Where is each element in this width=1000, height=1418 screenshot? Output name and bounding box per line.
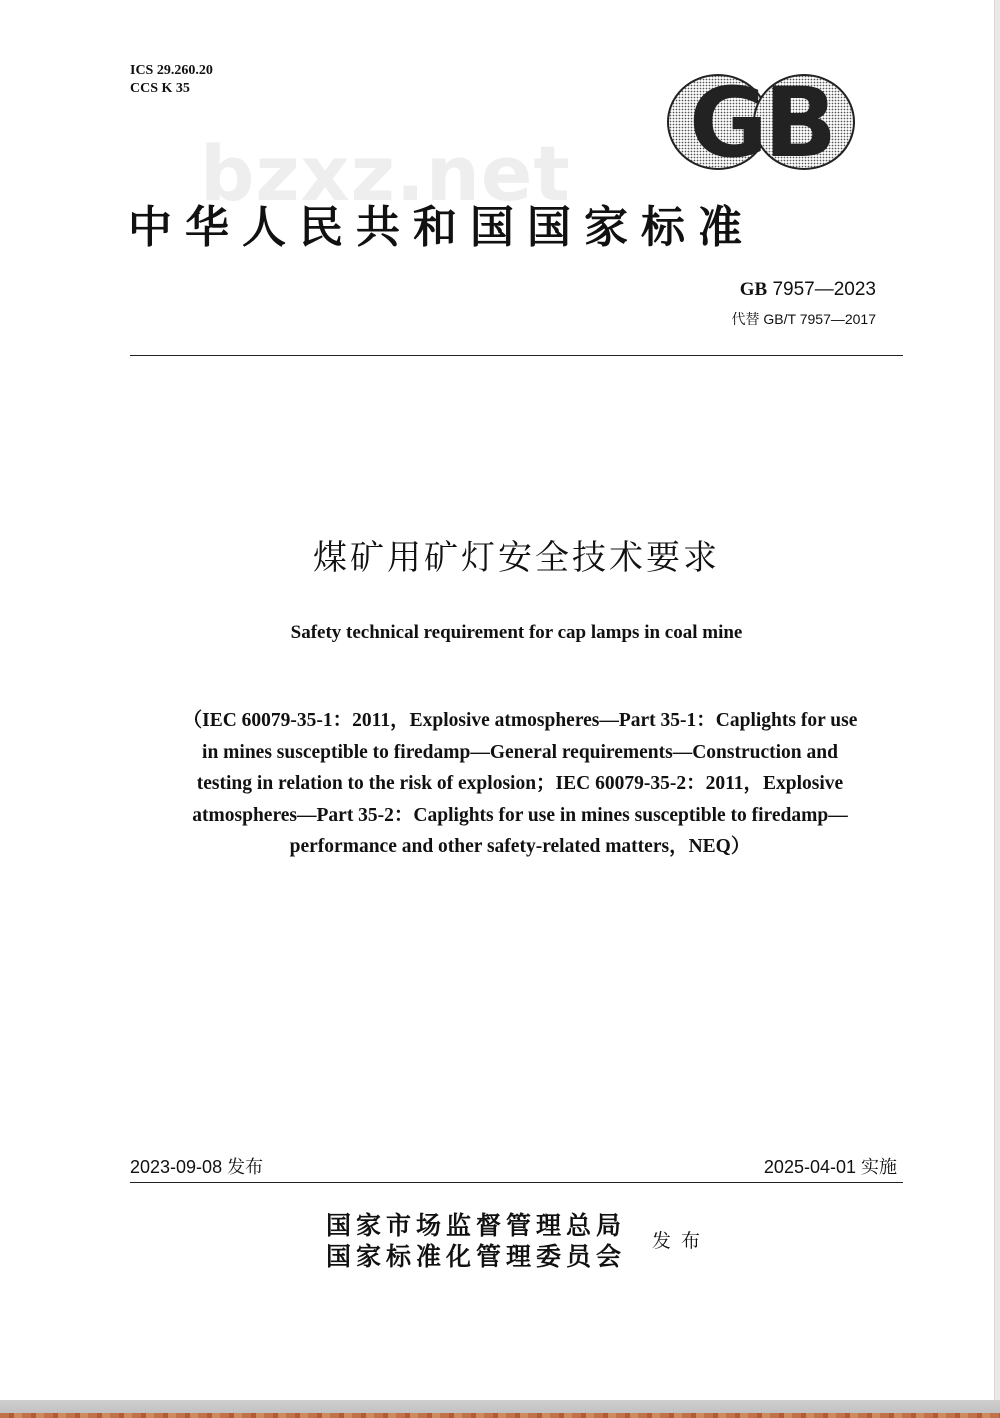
- adoption-line: testing in relation to the risk of explosion；IEC 60079-35-2：2011，Explosive: [196, 773, 844, 794]
- chinese-title: 煤矿用矿灯安全技术要求: [313, 538, 720, 578]
- issuer-sac: 国家标准化管理委员会: [326, 1242, 627, 1271]
- standard-code-prefix: GB: [739, 279, 768, 300]
- adoption-line: performance and other safety-related matters，NEQ）: [289, 836, 751, 857]
- issuing-authorities: [326, 1210, 626, 1272]
- bottom-divider: [130, 1182, 903, 1183]
- standard-code: [740, 278, 876, 302]
- gb-logo-text: GB: [689, 72, 833, 172]
- national-standard-heading: 中华人民共和国国家标准: [128, 202, 755, 253]
- english-title: Safety technical requirement for cap lamps in coal mine: [290, 622, 743, 643]
- watermark: bzxz.net: [200, 129, 571, 218]
- adoption-line: in mines susceptible to firedamp—General requirements—Construction and: [202, 741, 838, 763]
- ics-code: ICS 29.260.20: [130, 63, 213, 78]
- gb-logo: [666, 72, 856, 172]
- classification-codes: [130, 62, 213, 98]
- issuer-samr: 国家市场监督管理总局: [326, 1211, 627, 1240]
- standard-code-number: 7957—2023: [772, 279, 876, 300]
- adoption-line: （IEC 60079-35-1：2011，Explosive atmospheres—Part 35-1：Caplights for use: [182, 710, 858, 731]
- effective-date: 2025-04-01 实施: [763, 1157, 897, 1177]
- issue-date: 2023-09-08 发布: [130, 1157, 264, 1177]
- top-divider: [130, 355, 903, 356]
- background-strip: [0, 1413, 1000, 1418]
- publish-label: 发布: [652, 1230, 711, 1252]
- adoption-line: atmospheres—Part 35-2：Caplights for use in mines susceptible to firedamp—: [192, 804, 848, 826]
- page-bottom-edge: [0, 1400, 1000, 1418]
- replaces-standard: 代替 GB/T 7957—2017: [731, 311, 876, 327]
- adoption-note: [140, 705, 900, 863]
- ccs-code: CCS K 35: [130, 81, 190, 96]
